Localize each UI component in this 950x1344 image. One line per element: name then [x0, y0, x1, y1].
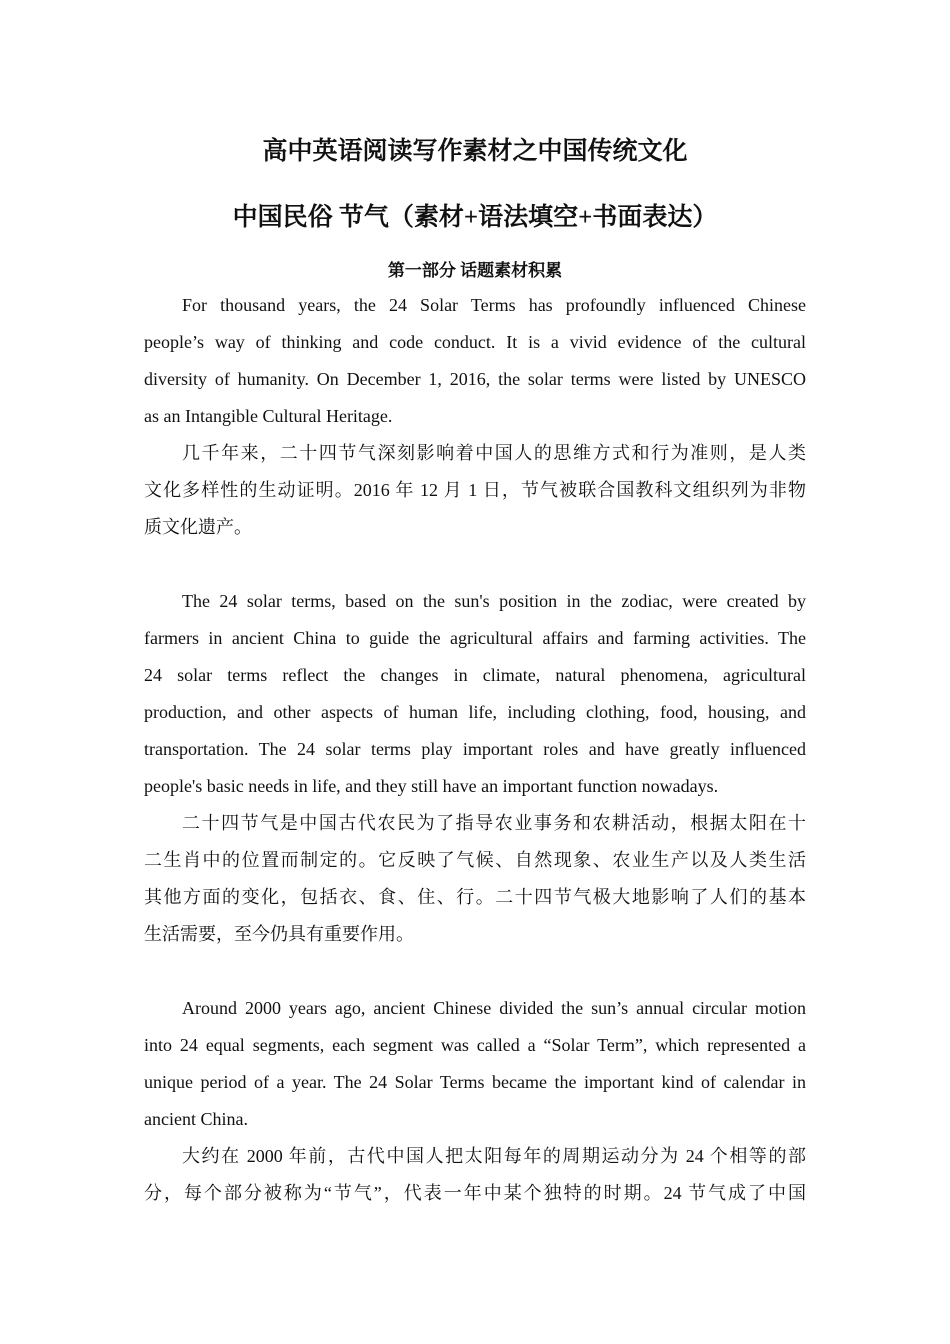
paragraph-line: 几千年来，二十四节气深刻影响着中国人的思维方式和行为准则，是人类	[182, 443, 806, 463]
paragraph	[144, 583, 806, 805]
paragraph-line: The 24 solar terms, based on the sun's position in the zodiac, were created by	[182, 591, 806, 611]
paragraph-line: 24 solar terms reflect the changes in climate, natural phenomena, agricultural	[144, 665, 806, 685]
blank-line	[144, 546, 806, 583]
paragraph	[144, 990, 806, 1138]
paragraph-line: Around 2000 years ago, ancient Chinese divided the sun’s annual circular motion	[182, 998, 806, 1018]
paragraph-line: people's basic needs in life, and they still have an important function nowadays.	[144, 776, 719, 796]
paragraph-line: 其他方面的变化，包括衣、食、住、行。二十四节气极大地影响了人们的基本	[144, 887, 806, 907]
paragraph-line: ancient China.	[144, 1109, 248, 1129]
paragraph-line: 文化多样性的生动证明。2016 年 12 月 1 日，节气被联合国教科文组织列为非物	[144, 480, 806, 500]
paragraph	[144, 435, 806, 546]
paragraph-line: as an Intangible Cultural Heritage.	[144, 406, 393, 426]
document-title: 高中英语阅读写作素材之中国传统文化	[262, 138, 688, 165]
paragraph	[144, 1138, 806, 1212]
paragraph-line: farmers in ancient China to guide the agricultural affairs and farming activities. The	[144, 628, 806, 648]
paragraph-line: diversity of humanity. On December 1, 2016, the solar terms were listed by UNESCO	[144, 369, 806, 389]
paragraph-line: 二生肖中的位置而制定的。它反映了气候、自然现象、农业生产以及人类生活	[144, 850, 806, 870]
paragraph	[144, 805, 806, 953]
document-subtitle: 中国民俗 节气（素材+语法填空+书面表达）	[232, 204, 718, 231]
paragraph-line: 质文化遗产。	[144, 517, 252, 537]
paragraph-line: unique period of a year. The 24 Solar Terms became the important kind of calendar in	[144, 1072, 806, 1092]
section-heading: 第一部分 话题素材积累	[387, 261, 563, 280]
paragraph-line: 生活需要，至今仍具有重要作用。	[144, 924, 414, 944]
paragraph-line: into 24 equal segments, each segment was called a “Solar Term”, which represented a	[144, 1035, 806, 1055]
paragraph	[144, 287, 806, 435]
paragraph-line: production, and other aspects of human life, including clothing, food, housing, and	[144, 702, 806, 722]
blank-line	[144, 953, 806, 990]
paragraph-line: 二十四节气是中国古代农民为了指导农业事务和农耕活动，根据太阳在十	[182, 813, 806, 833]
paragraph-line: 分，每个部分被称为“节气”，代表一年中某个独特的时期。24 节气成了中国	[144, 1183, 806, 1203]
paragraph-line: For thousand years, the 24 Solar Terms has profoundly influenced Chinese	[182, 295, 806, 315]
document-body	[144, 287, 806, 1212]
paragraph-line: transportation. The 24 solar terms play important roles and have greatly influenced	[144, 739, 806, 759]
paragraph-line: 大约在 2000 年前，古代中国人把太阳每年的周期运动分为 24 个相等的部	[182, 1146, 806, 1166]
paragraph-line: people’s way of thinking and code conduct. It is a vivid evidence of the cultural	[144, 332, 806, 352]
